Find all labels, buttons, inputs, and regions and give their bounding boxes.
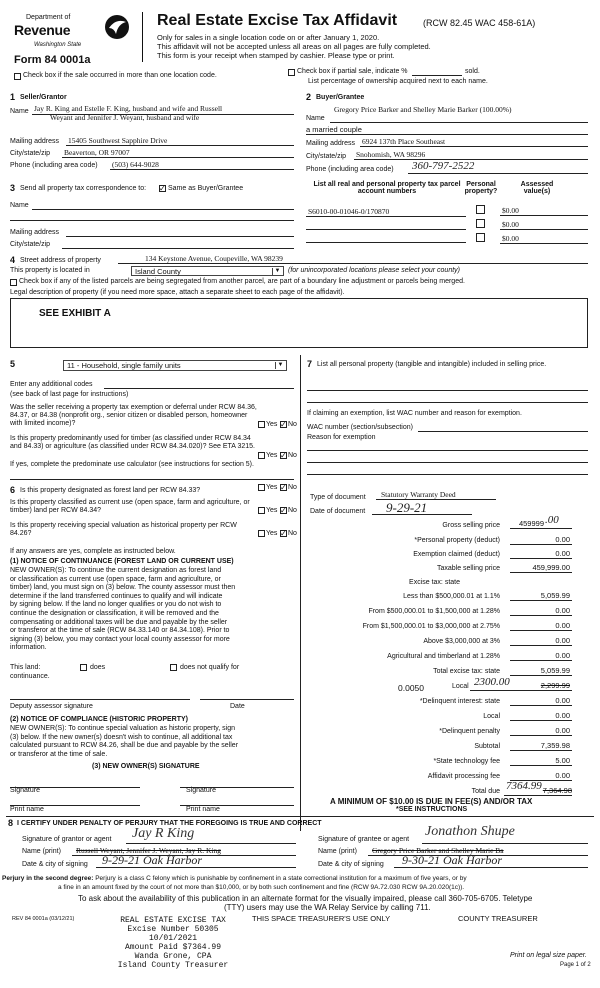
dept-line2: Revenue (14, 22, 71, 38)
section3-number: 3 (10, 183, 16, 193)
dept-line1: Department of (26, 14, 71, 21)
exemption-yes-label: Yes (266, 421, 278, 428)
section5-number: 5 (10, 359, 16, 369)
assessed-value-2[interactable]: $0.00 (502, 220, 519, 229)
tier4-underline (510, 645, 572, 646)
legal-description-value: SEE EXHIBIT A (39, 308, 111, 319)
reason-exemption-label: Reason for exemption (307, 434, 376, 441)
assessed-value-header: Assessed value(s) (520, 181, 554, 195)
document-type-label: Type of document (310, 494, 366, 501)
perjury-bold: Perjury in the second degree: (2, 875, 94, 882)
seller-name-line1[interactable]: Jay R. King and Estelle F. King, husband and wife and Russell (34, 104, 223, 113)
seller-mailing-label: Mailing address (10, 138, 60, 145)
county-select-value: Island County (135, 267, 181, 276)
notice1-line: or transferor at the time of sale (RCW 84.33.140 or 84.34.108). Prior to (10, 627, 230, 635)
buyer-mailing-value[interactable]: 6924 137th Place Southeast (362, 137, 446, 146)
assessed-row1-line (500, 215, 588, 216)
grantee-date-label: Date & city of signing (318, 861, 384, 868)
taxable-price-value: 459,999.00 (532, 563, 570, 572)
tier2-underline (510, 615, 572, 616)
seller-phone-label: Phone (including area code) (10, 162, 98, 169)
header-note1: Only for sales in a single location code on or after January 1, 2020. (157, 33, 380, 42)
see-instructions-note: *SEE INSTRUCTIONS (396, 806, 468, 813)
form-number: Form 84 0001a (14, 54, 91, 66)
delinquent-penalty-label: *Delinquent penalty (439, 728, 500, 735)
timber-yes-label: Yes (266, 452, 278, 459)
gross-price-handwritten: .00 (545, 514, 559, 526)
delinquent-penalty-value: 0.00 (555, 726, 570, 735)
perjury-text: Perjury is a class C felony which is punishable by confinement in a state correctional institution for a maximum of five years, or by (95, 875, 467, 882)
current-use-yes-checkbox[interactable] (258, 507, 265, 514)
grantee-date-value[interactable]: 9-30-21 Oak Harbor (402, 853, 502, 867)
unincorporated-note: (for unincorporated locations please select your county) (288, 267, 460, 274)
check-mark-icon: ✓ (280, 529, 287, 538)
alt-format-note: To ask about the availability of this publication in an alternate format for the visually impaired, please call 360-705-6705. Teletype (78, 894, 533, 903)
notice1-line: information. (10, 644, 47, 652)
agri-value: 0.00 (555, 651, 570, 660)
document-date-underline (372, 514, 472, 515)
land-use-select[interactable] (63, 360, 287, 371)
delinquent-state-value: 0.00 (555, 696, 570, 705)
seller-mailing-underline (66, 145, 294, 146)
section3-city-field[interactable] (62, 248, 294, 249)
local-struck-value: 2,299.99 (540, 681, 570, 690)
personal-property-line1[interactable] (307, 390, 588, 391)
local-underline (470, 690, 572, 691)
section3-name-label: Name (10, 202, 29, 209)
grantor-date-label: Date & city of signing (22, 861, 88, 868)
timber-no-label: No (288, 452, 297, 459)
tier3-label: From $1,500,000.01 to $3,000,000 at 2.75% (362, 623, 500, 630)
stamp-line: 10/01/2021 (148, 934, 197, 943)
legal-description-label: Legal description of property (if you need more space, attach a separate sheet to each page of the affidavit). (10, 289, 345, 296)
timber-question: Is this property predominantly used for timber (as classified under RCW 84.34 and 84.33) or agriculture (as classified under RCW 84.34.020)? See ETA 3215. (10, 435, 256, 450)
seller-city-underline (62, 157, 294, 158)
chevron-down-icon: ▼ (275, 362, 285, 369)
delinquent-penalty-underline (510, 735, 572, 736)
signature-label-2: Signature (186, 787, 216, 794)
personal-property-deduct-value[interactable]: 0.00 (555, 535, 570, 544)
current-use-question: Is this property classified as current use (open space, farm and agriculture, or timber) land per RCW 84.34? (10, 499, 250, 514)
grantor-date-line (96, 867, 296, 868)
form-rcw: (RCW 82.45 WAC 458-61A) (423, 18, 536, 28)
segregated-label: Check box if any of the listed parcels are being segregated from another parcel, are part of a boundary line adjustment or parcels being merged. (19, 278, 465, 285)
grantee-signature-label: Signature of grantee or agent (318, 836, 410, 843)
exemption-wac-label: If claiming an exemption, list WAC number and reason for exemption. (307, 410, 522, 417)
seller-name-line2[interactable]: Weyant and Jennifer J. Weyant, husband and wife (50, 113, 200, 122)
deputy-date-label: Date (230, 703, 245, 710)
section5-bottom-rule (10, 479, 294, 480)
total-due-underline (504, 795, 572, 796)
section8-number: 8 (8, 818, 14, 828)
deputy-signature-label: Deputy assessor signature (10, 703, 93, 710)
grantee-name-value[interactable]: Gregory Price Barker and Shelley Marie Ba (372, 846, 504, 855)
treasurer-stamp (98, 916, 248, 970)
total-state-label: Total excise tax: state (433, 668, 500, 675)
tier1-underline (510, 600, 572, 601)
if-yes-note: If any answers are yes, complete as instructed below. (10, 548, 176, 555)
buyer-name-line2[interactable]: a married couple (306, 125, 362, 134)
section1-number: 1 (10, 92, 16, 102)
buyer-city-value[interactable]: Snohomish, WA 98296 (356, 150, 426, 159)
total-due-struck: 7,364.98 (542, 786, 572, 795)
total-state-underline (510, 675, 572, 676)
rev-number: REV 84 0001a (03/12/21) (12, 916, 75, 922)
certify-statement: I CERTIFY UNDER PENALTY OF PERJURY THAT THE FOREGOING IS TRUE AND CORRECT (17, 820, 322, 827)
section3-name-field[interactable] (32, 209, 294, 210)
personal-property-checkbox-1[interactable] (476, 205, 485, 214)
notice2-line: (3) below. If the new owner(s) doesn't wish to continue, all additional tax (10, 733, 233, 741)
grantor-name-label: Name (print) (22, 848, 61, 855)
page-number: Page 1 of 2 (560, 962, 591, 968)
ownership-note: List percentage of ownership acquired next to each name. (308, 78, 488, 85)
total-state-value: 5,059.99 (540, 666, 570, 675)
additional-codes-label: Enter any additional codes (10, 381, 93, 388)
local-label: Local (452, 683, 469, 690)
buyer-city-label: City/state/zip (306, 153, 347, 160)
agri-underline (510, 660, 572, 661)
buyer-name2-underline (306, 134, 588, 135)
stamp-line: Wanda Grone, CPA (134, 952, 212, 961)
exemption-deduct-value[interactable]: 0.00 (555, 549, 570, 558)
section7-number: 7 (307, 359, 313, 369)
delinquent-local-label: Local (483, 713, 500, 720)
print-name-label-2: Print name (186, 806, 220, 813)
deputy-signature-field[interactable] (10, 699, 190, 700)
personal-property-line2[interactable] (307, 402, 588, 403)
parcel-row2-line[interactable] (306, 229, 466, 230)
gross-price-underline (510, 528, 572, 529)
grantor-signature-label: Signature of grantor or agent (22, 836, 112, 843)
processing-fee-value: 0.00 (555, 771, 570, 780)
tier4-label: Above $3,000,000 at 3% (423, 638, 500, 645)
tier4-value: 0.00 (555, 636, 570, 645)
buyer-name-line1[interactable]: Gregory Price Barker and Shelley Marie Barker (100.00%) (334, 105, 512, 114)
personal-property-checkbox-3[interactable] (476, 233, 485, 242)
notice-continuance-title: (1) NOTICE OF CONTINUANCE (FOREST LAND OR CURRENT USE) (10, 558, 234, 565)
section6-number: 6 (10, 485, 16, 495)
total-due-label: Total due (471, 788, 500, 795)
multiple-location-checkbox[interactable] (14, 73, 21, 80)
reason-line2[interactable] (307, 462, 588, 463)
parcel-number-1[interactable]: S6010-00-01046-0/170870 (308, 207, 390, 216)
buyer-name-underline (330, 122, 588, 123)
grantee-signature-line (422, 843, 588, 844)
notice2-line: calculated pursuant to RCW 84.26, shall be due and payable by the seller (10, 742, 239, 750)
tax-exemption-question: Was the seller receiving a property tax exemption or deferral under RCW 84.36, 84.37, or 84.38 (nonprofit org., senior citizen or disabled person, homeowner with limited income)? (10, 404, 257, 427)
tier1-value: 5,059.99 (540, 591, 570, 600)
personal-property-checkbox-2[interactable] (476, 219, 485, 228)
document-date-label: Date of document (310, 508, 366, 515)
notice1-line: timber) land, you must sign on (3) below. The county assessor must then (10, 584, 236, 592)
additional-codes-field[interactable] (104, 388, 294, 389)
delinquent-state-underline (510, 705, 572, 706)
section3-city-label: City/state/zip (10, 241, 51, 248)
buyer-phone-underline (408, 173, 588, 174)
seller-phone-value[interactable]: (503) 644-9028 (112, 160, 159, 169)
header-divider (142, 12, 143, 62)
predominate-use-note: If yes, complete the predominate use calculator (see instructions for section 5). (10, 461, 254, 468)
header-note2: This affidavit will not be accepted unless all areas on all pages are fully completed. (157, 42, 431, 51)
notice1-line: or classification as current use (open space, farm and agriculture, or (10, 575, 221, 583)
exemption-yes-checkbox[interactable] (258, 421, 265, 428)
personal-property-deduct-label: *Personal property (deduct) (414, 537, 500, 544)
notice1-line: NEW OWNER(S): To continue the current designation as forest land (10, 567, 222, 574)
forest-yes-label: Yes (266, 484, 278, 491)
notice-continuance-text (10, 567, 235, 653)
assessed-row2-line (500, 229, 588, 230)
check-mark-icon: ✓ (280, 451, 287, 460)
current-use-no-label: No (288, 507, 297, 514)
buyer-phone-value[interactable]: 360-797-2522 (412, 160, 475, 172)
section8-top-rule (6, 816, 594, 817)
stamp-line: Amount Paid $7364.99 (124, 943, 221, 952)
continuance-label: continuance. (10, 673, 50, 680)
forest-no-label: No (288, 484, 297, 491)
wac-number-field[interactable] (418, 431, 588, 432)
grantor-signature[interactable]: Jay R King (132, 826, 195, 841)
exemption-deduct-underline (510, 558, 572, 559)
parcel-row1-line (306, 216, 466, 217)
does-qualify-checkbox[interactable] (80, 664, 87, 671)
seller-city-value[interactable]: Beaverton, OR 97007 (64, 148, 130, 157)
gross-price-printed[interactable]: 459999 (518, 519, 544, 528)
reason-line1[interactable] (307, 450, 588, 451)
agri-label: Agricultural and timberland at 1.28% (387, 653, 500, 660)
subtotal-value: 7,359.98 (540, 741, 570, 750)
assessed-value-1[interactable]: $0.00 (502, 206, 519, 215)
taxable-price-label: Taxable selling price (436, 565, 500, 572)
partial-sale-checkbox[interactable] (288, 69, 295, 76)
seller-heading: Seller/Grantor (20, 94, 67, 101)
street-address-underline (118, 263, 588, 264)
seller-phone-underline (110, 169, 294, 170)
delinquent-local-value: 0.00 (555, 711, 570, 720)
dept-line3: Washington State (34, 42, 82, 48)
deputy-date-field[interactable] (200, 699, 294, 700)
forest-land-question: Is this property designated as forest land per RCW 84.33? (20, 487, 201, 494)
partial-sale-label: Check box if partial sale, indicate % (297, 68, 408, 75)
stamp-line: Excise Number 50305 (127, 925, 219, 934)
same-as-buyer-label: Same as Buyer/Grantee (168, 185, 244, 192)
chevron-down-icon: ▼ (272, 268, 282, 275)
grantee-name-label: Name (print) (318, 848, 357, 855)
tier3-underline (510, 630, 572, 631)
personal-property-header: Personal property? (464, 181, 498, 195)
buyer-mailing-label: Mailing address (306, 140, 356, 147)
tier2-value: 0.00 (555, 606, 570, 615)
buyer-mailing-underline (360, 146, 588, 147)
historic-no-label: No (288, 530, 297, 537)
land-use-select-value: 11 - Household, single family units (67, 361, 181, 370)
stamp-line: REAL ESTATE EXCISE TAX (120, 916, 226, 925)
section3-name2-field[interactable] (10, 220, 294, 221)
personal-property-label: List all personal property (tangible and intangible) included in selling price. (317, 361, 547, 368)
timber-yes-checkbox[interactable] (258, 452, 265, 459)
document-type-value[interactable]: Statutory Warranty Deed (381, 490, 456, 499)
section4-number: 4 (10, 255, 16, 265)
exemption-no-label: No (288, 421, 297, 428)
notice-compliance-title: (2) NOTICE OF COMPLIANCE (HISTORIC PROPERTY) (10, 716, 188, 723)
exemption-deduct-label: Exemption claimed (deduct) (413, 551, 500, 558)
check-mark-icon: ✓ (280, 420, 287, 429)
seller-name-label: Name (10, 108, 29, 115)
check-mark-icon: ✓ (280, 506, 287, 515)
gross-price-label: Gross selling price (442, 522, 500, 529)
historic-question: Is this property receiving special valuation as historical property per RCW 84.26? (10, 522, 237, 537)
grantee-date-line (394, 867, 588, 868)
notice2-line: NEW OWNER(S): To continue special valuation as historic property, sign (10, 725, 235, 732)
street-address-value[interactable]: 134 Keystone Avenue, Coupeville, WA 98239 (145, 254, 283, 263)
sold-label: sold. (465, 68, 480, 75)
local-handwritten: 2300.00 (474, 676, 510, 688)
historic-yes-checkbox[interactable] (258, 530, 265, 537)
segregated-checkbox[interactable] (10, 279, 17, 286)
header-note3: This form is your receipt when stamped by cashier. Please type or print. (157, 51, 395, 60)
assessed-value-3[interactable]: $0.00 (502, 234, 519, 243)
does-not-label: does not qualify for (180, 664, 240, 671)
delinquent-state-label: *Delinquent interest: state (419, 698, 500, 705)
signature-label-1: Signature (10, 787, 40, 794)
stamp-line: Island County Treasurer (117, 961, 229, 970)
local-rate: 0.0050 (398, 683, 424, 693)
section3-mailing-field[interactable] (66, 236, 294, 237)
subtotal-label: Subtotal (474, 743, 500, 750)
excise-state-header: Excise tax: state (409, 579, 460, 586)
historic-yes-label: Yes (266, 530, 278, 537)
does-label: does (90, 664, 106, 671)
see-back-note: (see back of last page for instructions) (10, 391, 129, 398)
tech-fee-value: 5.00 (555, 756, 570, 765)
grantor-date-value[interactable]: 9-29-21 Oak Harbor (102, 853, 202, 867)
subtotal-underline (510, 750, 572, 751)
notice1-line: continue the designation or classification, it will be removed and the (10, 609, 219, 617)
section3-mailing-label: Mailing address (10, 229, 60, 236)
seller-mailing-value[interactable]: 15405 Southwest Sapphire Drive (68, 136, 168, 145)
section3-label: Send all property tax correspondence to: (20, 185, 147, 192)
current-use-yes-label: Yes (266, 507, 278, 514)
tech-fee-underline (510, 765, 572, 766)
form-title: Real Estate Excise Tax Affidavit (157, 12, 398, 29)
notice1-line: determine if the land transferred continues to qualify and will indicate (10, 592, 223, 600)
grantor-signature-line (126, 843, 296, 844)
perjury-line2: a fine in an amount fixed by the court of not more than $10,000, or by both such confinement and fine (RCW 9A.72.030 RCW 9A.20.020(1c)). (58, 884, 465, 891)
personal-deduct-underline (510, 544, 572, 545)
check-mark-icon: ✓ (159, 184, 166, 193)
notice2-line: or transferor at the time of sale. (10, 750, 108, 758)
section2-number: 2 (306, 92, 312, 102)
print-legal-note: Print on legal size paper. (510, 952, 587, 959)
buyer-heading: Buyer/Grantee (316, 94, 365, 101)
document-date-value[interactable]: 9-29-21 (386, 500, 428, 515)
legal-description-box[interactable] (10, 298, 588, 348)
buyer-name-label: Name (306, 115, 325, 122)
new-owner-signature-title: (3) NEW OWNER(S) SIGNATURE (92, 763, 200, 770)
notice1-line: signing (3) below, you may contact your local county assessor for more (10, 635, 230, 643)
tech-fee-label: *State technology fee (433, 758, 500, 765)
notice1-line: compensating or additional taxes will be due and payable by the seller (10, 618, 228, 626)
revenue-swirl-icon (104, 12, 130, 42)
seller-city-label: City/state/zip (10, 150, 51, 157)
taxable-underline (510, 572, 572, 573)
buyer-phone-label: Phone (including area code) (306, 166, 394, 173)
grantor-name-value[interactable]: Russell Weyant, Jennifer J. Weyant, Jay R. King (76, 846, 221, 855)
minimum-fee-note: A MINIMUM OF $10.00 IS DUE IN FEE(S) AND/OR TAX (330, 797, 533, 806)
tier3-value: 0.00 (555, 621, 570, 630)
perjury-line1 (2, 875, 467, 882)
tier1-label: Less than $500,000.01 at 1.1% (403, 593, 500, 600)
notice-compliance-text (10, 725, 238, 759)
does-not-qualify-checkbox[interactable] (170, 664, 177, 671)
county-select[interactable] (131, 266, 284, 276)
delinquent-local-underline (510, 720, 572, 721)
tier2-label: From $500,000.01 to $1,500,000 at 1.28% (368, 608, 500, 615)
total-due-handwritten: 7364.99 (506, 780, 542, 792)
treasurer-use-label: THIS SPACE TREASURER'S USE ONLY (252, 914, 391, 923)
tty-note: (TTY) users may use the WA Relay Service by calling 711. (224, 903, 431, 912)
notice1-line: by signing below. If the land no longer qualifies or you do not wish to (10, 601, 222, 609)
reason-line3[interactable] (307, 474, 588, 475)
wac-number-label: WAC number (section/subsection) (307, 424, 413, 431)
grantee-signature[interactable]: Jonathon Shupe (425, 824, 515, 839)
partial-percent-field[interactable] (412, 75, 462, 76)
county-treasurer-label: COUNTY TREASURER (458, 914, 538, 923)
this-land-label: This land: (10, 664, 41, 671)
processing-fee-label: Affidavit processing fee (427, 773, 500, 780)
check-mark-icon: ✓ (280, 483, 287, 492)
parcel-header: List all real and personal property tax parcel account numbers (313, 181, 461, 195)
assessed-row3-line (500, 243, 588, 244)
located-in-label: This property is located in (10, 267, 90, 274)
print-name-label-1: Print name (10, 806, 44, 813)
parcel-row3-line[interactable] (306, 242, 466, 243)
multiple-location-label: Check box if the sale occurred in more than one location code. (23, 72, 217, 79)
forest-yes-checkbox[interactable] (258, 484, 265, 491)
street-address-label: Street address of property (20, 257, 101, 264)
